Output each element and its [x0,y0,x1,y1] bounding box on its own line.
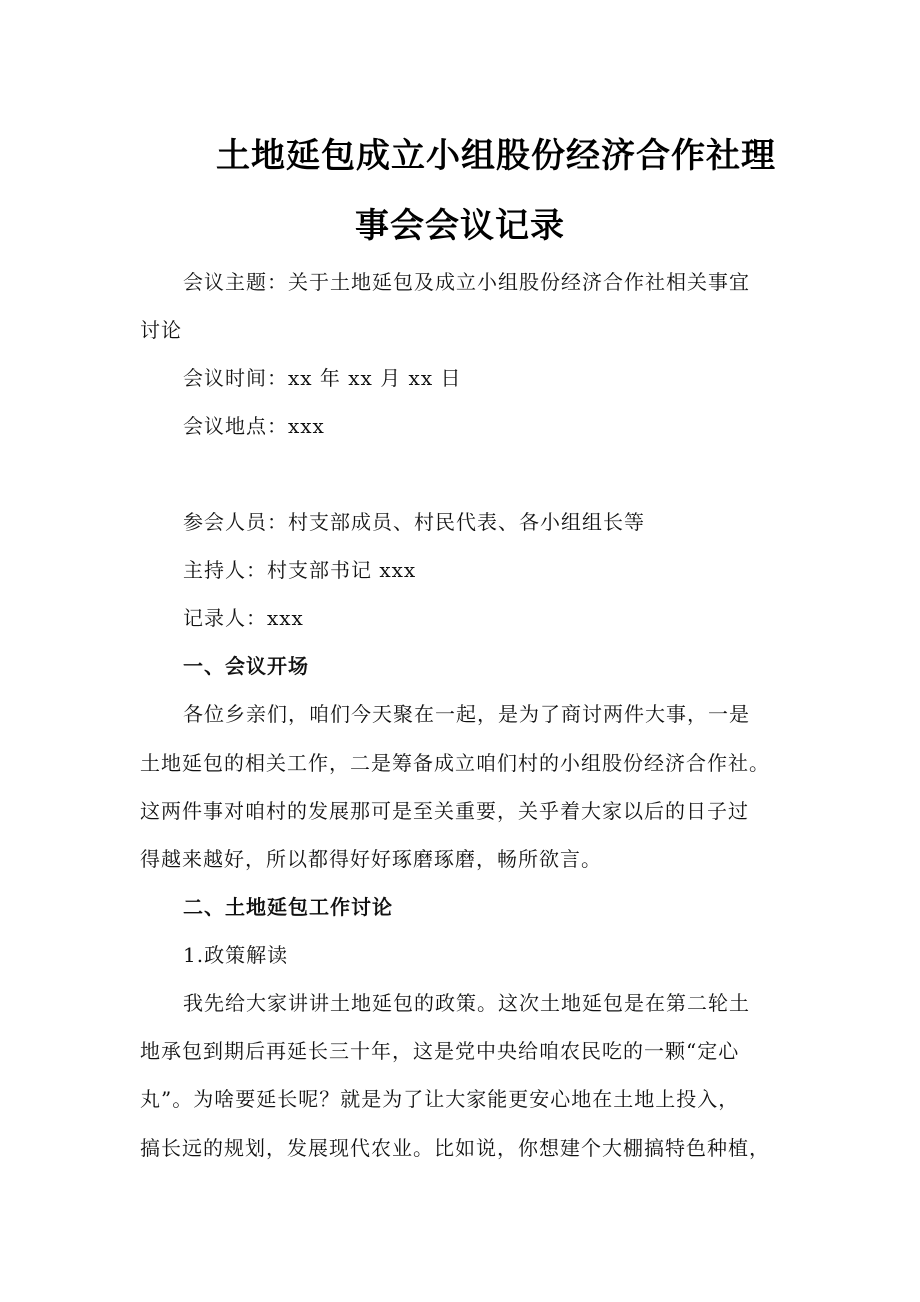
meeting-topic-continued: 讨论 [140,318,182,342]
meeting-topic: 会议主题：关于土地延包及成立小组股份经济合作社相关事宜 [183,270,750,294]
paragraph-line: 地承包到期后再延长三十年，这是党中央给咱农民吃的一颗“定心 [140,1039,740,1063]
meeting-place: 会议地点：xxx [183,414,325,438]
paragraph-line: 我先给大家讲讲土地延包的政策。这次土地延包是在第二轮土 [183,991,750,1015]
subsection-heading-policy: 1.政策解读 [183,943,289,967]
paragraph-line: 得越来越好，所以都得好好琢磨琢磨，畅所欲言。 [140,847,602,871]
section-heading-opening: 一、会议开场 [183,654,309,678]
document-title-line-1: 土地延包成立小组股份经济合作社理 [216,136,776,176]
meeting-host: 主持人：村支部书记 xxx [183,558,417,582]
document-title-line-2: 事会会议记录 [355,206,565,246]
paragraph-line: 土地延包的相关工作，二是筹备成立咱们村的小组股份经济合作社。 [140,751,770,775]
paragraph-line: 这两件事对咱村的发展那可是至关重要，关乎着大家以后的日子过 [140,799,749,823]
paragraph-line: 各位乡亲们，咱们今天聚在一起，是为了商讨两件大事，一是 [183,702,750,726]
paragraph-line: 丸”。为啥要延长呢？就是为了让大家能更安心地在土地上投入， [140,1087,740,1111]
paragraph-line: 搞长远的规划，发展现代农业。比如说，你想建个大棚搞特色种植， [140,1136,770,1160]
meeting-time: 会议时间：xx 年 xx 月 xx 日 [183,366,462,390]
section-heading-land-extension: 二、土地延包工作讨论 [183,895,393,919]
meeting-recorder: 记录人：xxx [183,606,304,630]
meeting-attendees: 参会人员：村支部成员、村民代表、各小组组长等 [183,510,645,534]
